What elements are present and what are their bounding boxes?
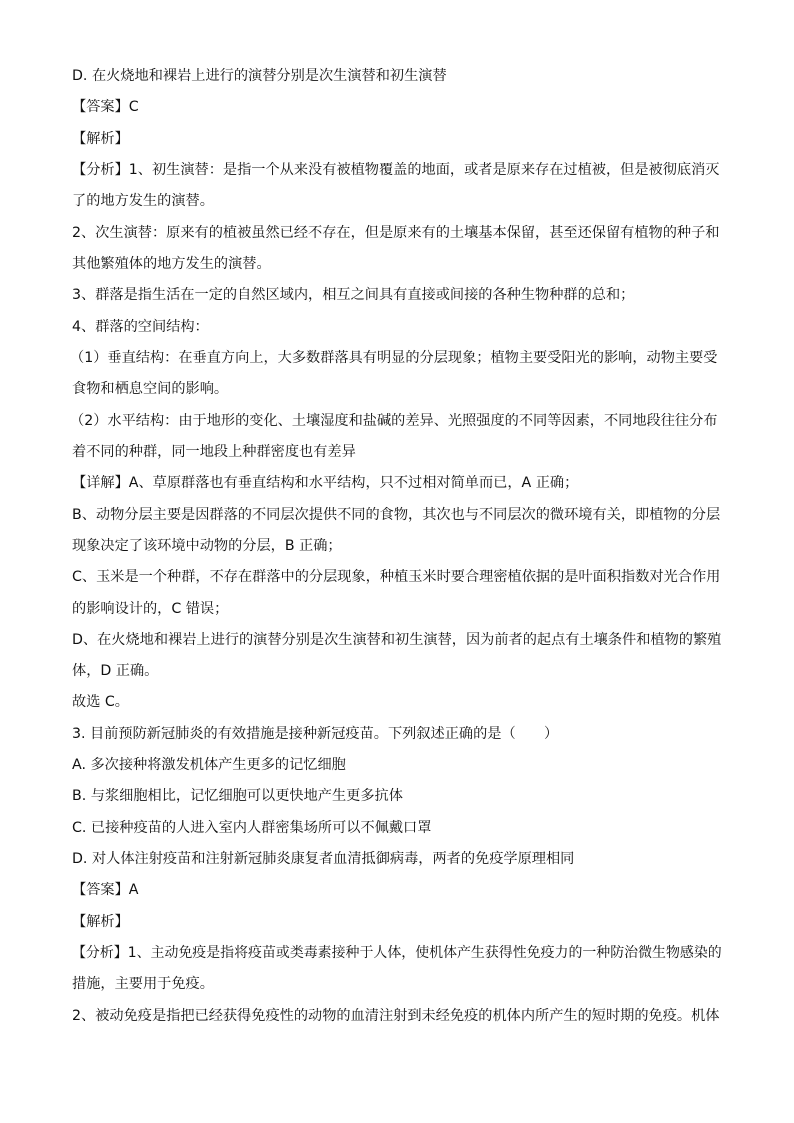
answer-label: 【答案】C: [72, 99, 139, 115]
analysis2-line-2: 措施，主要用于免疫。: [72, 976, 214, 992]
analysis-line-6: 4、群落的空间结构：: [72, 319, 209, 335]
analysis-heading: 【解析】: [72, 131, 129, 147]
choose-line: 故选 C。: [72, 694, 129, 710]
analysis-line-7: （1）垂直结构：在垂直方向上，大多数群落具有明显的分层现象；植物主要受阳光的影响，动物主要受: [70, 350, 718, 366]
analysis-line-1: 【分析】1、初生演替：是指一个从来没有被植物覆盖的地面，或者是原来存在过植被，但是被彻底消灭: [72, 162, 720, 178]
detail-line-3: 现象决定了该环境中动物的分层，B 正确；: [72, 538, 342, 554]
detail-line-7: 体，D 正确。: [72, 663, 159, 679]
answer-label-2: 【答案】A: [72, 882, 139, 898]
option-d-line: D. 在火烧地和裸岩上进行的演替分别是次生演替和初生演替: [72, 68, 447, 84]
analysis-line-4: 其他繁殖体的地方发生的演替。: [72, 256, 271, 272]
detail-line-5: 的影响设计的，C 错误；: [72, 601, 229, 617]
analysis-heading-2: 【解析】: [72, 914, 129, 930]
detail-line-2: B、动物分层主要是因群落的不同层次提供不同的食物，其次也与不同层次的微环境有关，即植物的分层: [72, 507, 721, 523]
question-3-option-c: C. 已接种疫苗的人进入室内人群密集场所可以不佩戴口罩: [72, 820, 432, 836]
detail-line-1: 【详解】A、草原群落也有垂直结构和水平结构，只不过相对简单而已，A 正确；: [72, 475, 579, 491]
analysis-line-2: 了的地方发生的演替。: [72, 193, 214, 209]
question-3-stem: 3. 目前预防新冠肺炎的有效措施是接种新冠疫苗。下列叙述正确的是（ ）: [72, 726, 559, 742]
detail-line-4: C、玉米是一个种群，不存在群落中的分层现象，种植玉米时要合理密植依据的是叶面积指数对光合作用: [72, 569, 721, 585]
question-3-option-a: A. 多次接种将激发机体产生更多的记忆细胞: [72, 757, 346, 773]
analysis-line-8: 食物和栖息空间的影响。: [72, 381, 229, 397]
analysis-line-10: 着不同的种群，同一地段上种群密度也有差异: [72, 444, 356, 460]
question-3-option-b: B. 与浆细胞相比，记忆细胞可以更快地产生更多抗体: [72, 788, 403, 804]
analysis2-line-1: 【分析】1、主动免疫是指将疫苗或类毒素接种于人体，使机体产生获得性免疫力的一种防治微生物感染的: [72, 945, 722, 961]
analysis-line-3: 2、次生演替：原来有的植被虽然已经不存在，但是原来有的土壤基本保留，甚至还保留有植物的种子和: [72, 225, 720, 241]
question-3-option-d: D. 对人体注射疫苗和注射新冠肺炎康复者血清抵御病毒，两者的免疫学原理相同: [72, 851, 575, 867]
analysis-line-9: （2）水平结构：由于地形的变化、土壤湿度和盐碱的差异、光照强度的不同等因素，不同地段往往分布: [70, 413, 718, 429]
analysis2-line-3: 2、被动免疫是指把已经获得免疫性的动物的血清注射到未经免疫的机体内所产生的短时期的免疫。机体: [72, 1008, 720, 1024]
detail-line-6: D、在火烧地和裸岩上进行的演替分别是次生演替和初生演替，因为前者的起点有土壤条件和植物的繁殖: [72, 632, 722, 648]
analysis-line-5: 3、群落是指生活在一定的自然区域内，相互之间具有直接或间接的各种生物种群的总和；: [72, 287, 635, 303]
